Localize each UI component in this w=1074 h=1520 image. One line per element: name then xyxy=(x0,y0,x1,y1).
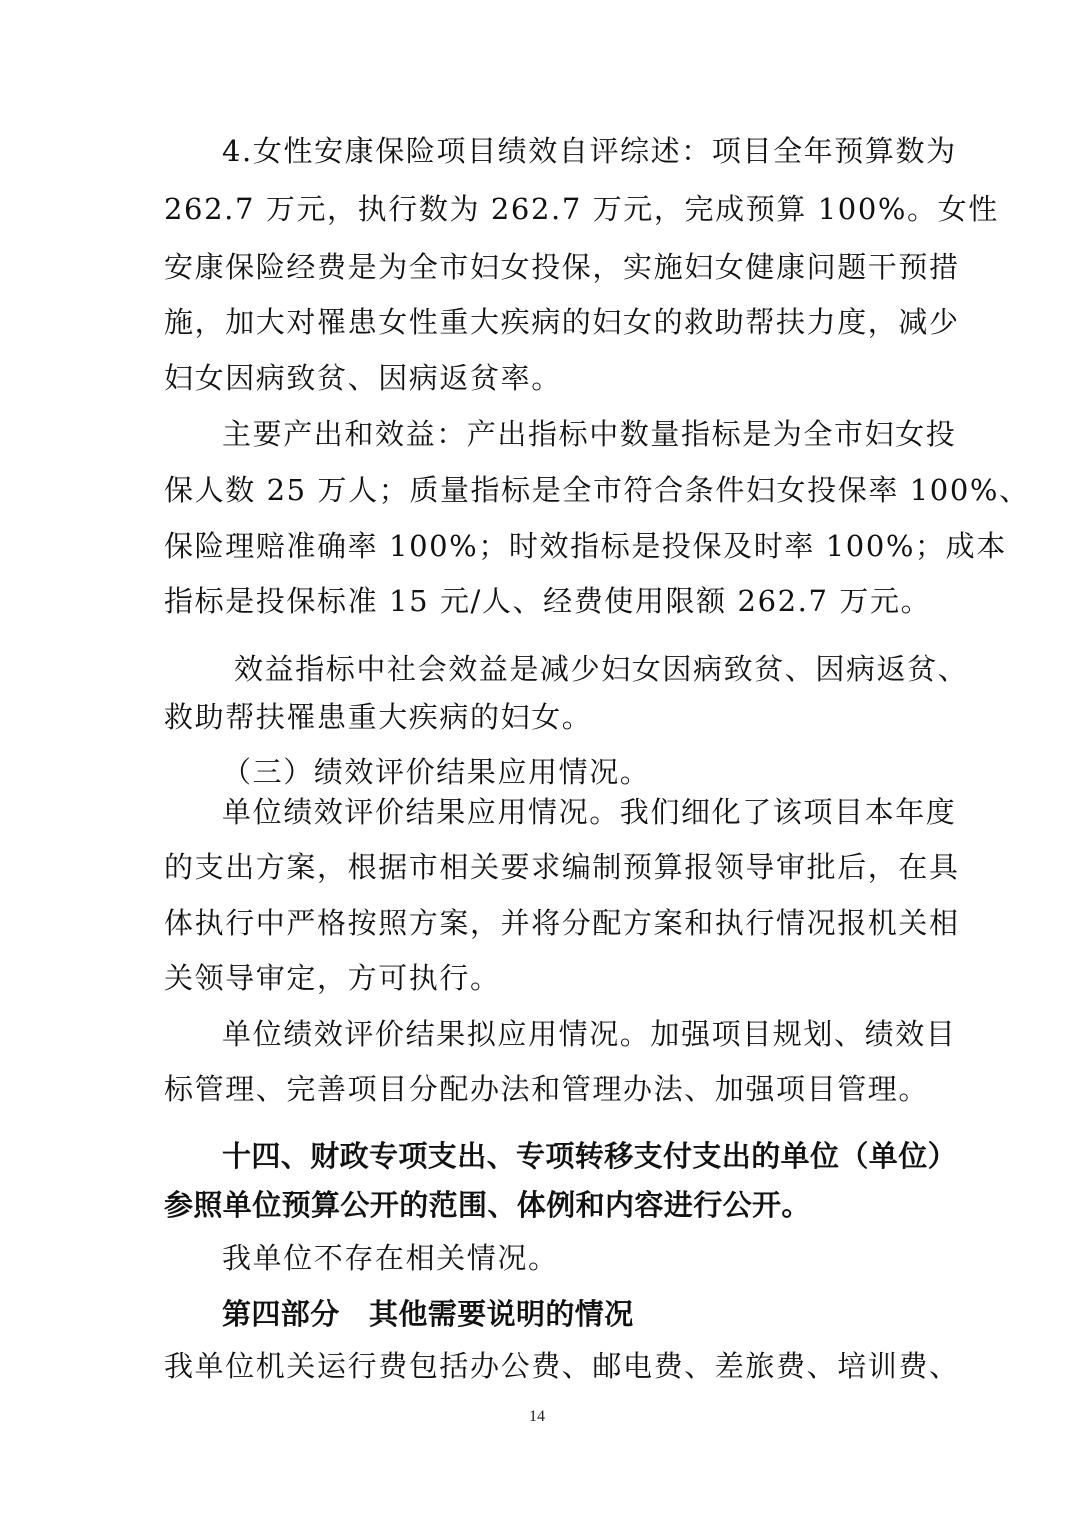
paragraph-line: 标管理、完善项目分配办法和管理办法、加强项目管理。 xyxy=(164,1072,930,1106)
paragraph-line: 妇女因病致贫、因病返贫率。 xyxy=(164,361,562,395)
paragraph-line: 安康保险经费是为全市妇女投保，实施妇女健康问题干预措 xyxy=(164,250,960,284)
paragraph-line: 关领导审定，方可执行。 xyxy=(164,961,501,995)
part-heading: 第四部分 其他需要说明的情况 xyxy=(222,1297,634,1331)
section-heading: 参照单位预算公开的范围、体例和内容进行公开。 xyxy=(164,1188,811,1222)
section-body: 我单位不存在相关情况。 xyxy=(222,1241,559,1275)
paragraph-line: 单位绩效评价结果应用情况。我们细化了该项目本年度 xyxy=(222,795,957,829)
page-number: 14 xyxy=(529,1408,545,1425)
paragraph-line: 效益指标中社会效益是减少妇女因病致贫、因病返贫、 xyxy=(234,652,969,686)
subsection-heading: （三）绩效评价结果应用情况。 xyxy=(222,755,651,789)
section-heading: 十四、财政专项支出、专项转移支付支出的单位（单位） xyxy=(222,1139,958,1173)
paragraph-line: 体执行中严格按照方案，并将分配方案和执行情况报机关相 xyxy=(164,906,960,940)
paragraph-line: 指标是投保标准 15 元/人、经费使用限额 262.7 万元。 xyxy=(164,584,932,618)
paragraph-line: 保人数 25 万人；质量指标是全市符合条件妇女投保率 100%、 xyxy=(164,473,1030,507)
paragraph-line: 单位绩效评价结果拟应用情况。加强项目规划、绩效目 xyxy=(222,1017,957,1051)
paragraph-line: 保险理赔准确率 100%；时效指标是投保及时率 100%；成本 xyxy=(164,529,1007,563)
paragraph-line: 救助帮扶罹患重大疾病的妇女。 xyxy=(164,700,593,734)
paragraph-line: 262.7 万元，执行数为 262.7 万元，完成预算 100%。女性 xyxy=(164,192,999,226)
paragraph-line: 4.女性安康保险项目绩效自评综述：项目全年预算数为 xyxy=(222,134,957,168)
part-body: 我单位机关运行费包括办公费、邮电费、差旅费、培训费、 xyxy=(164,1349,960,1383)
paragraph-line: 的支出方案，根据市相关要求编制预算报领导审批后，在具 xyxy=(164,850,960,884)
paragraph-line: 施，加大对罹患女性重大疾病的妇女的救助帮扶力度，减少 xyxy=(164,305,960,339)
paragraph-line: 主要产出和效益：产出指标中数量指标是为全市妇女投 xyxy=(222,417,957,451)
